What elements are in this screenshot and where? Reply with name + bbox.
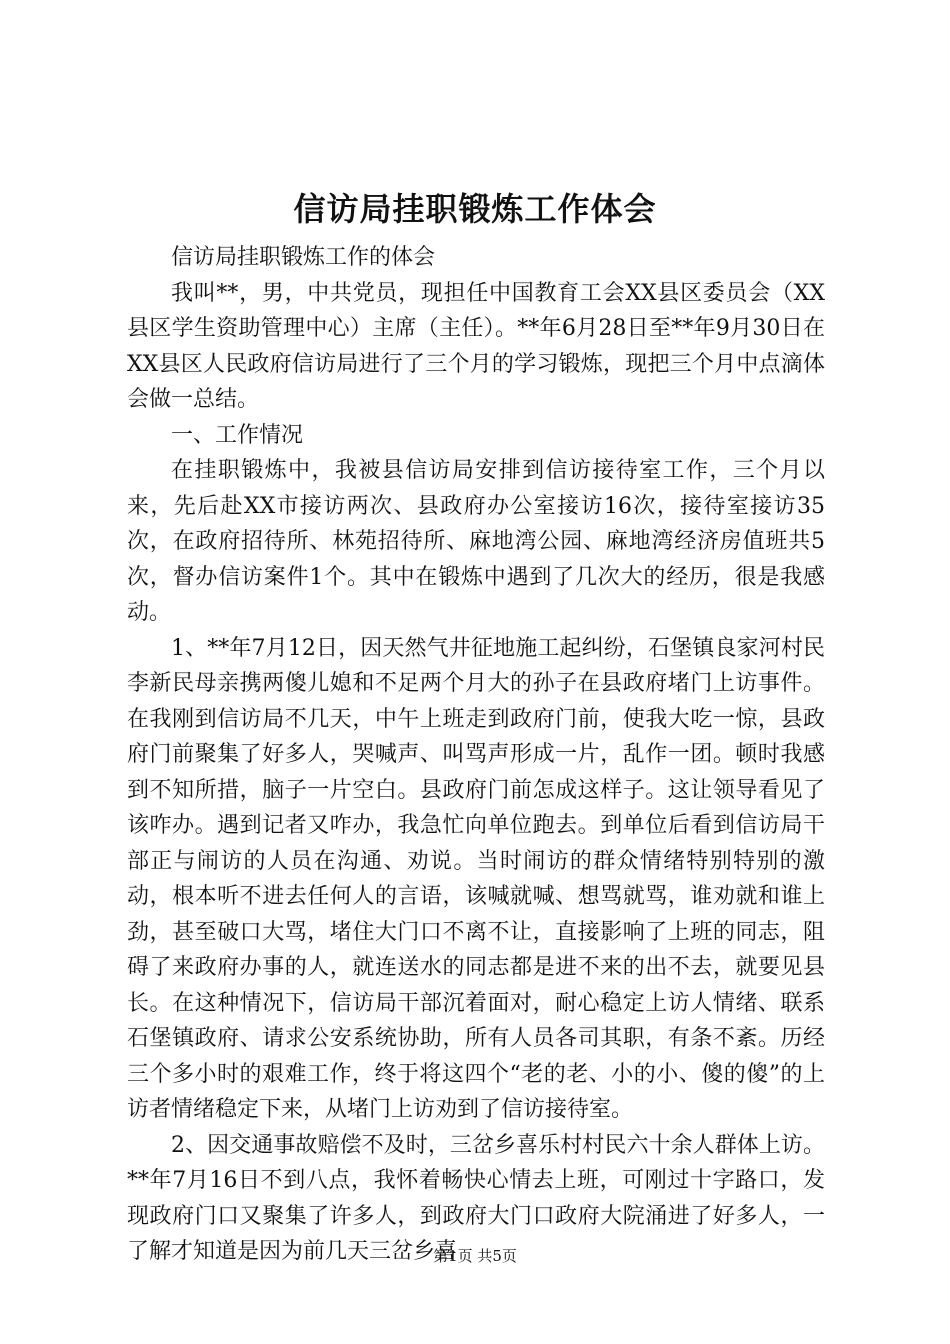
page-footer: 第1页 共5页: [433, 1247, 517, 1265]
paragraph-case-1: 1、**年7月12日，因天然气井征地施工起纠纷，石堡镇良家河村民李新民母亲携两傻儿媳和不足两个月大的孙子在县政府堵门上访事件。在我刚到信访局不几天，中午上班走到政府门前，使我大吃一惊，县政府门前聚集了好多人，哭喊声、叫骂声形成一片，乱作一团。顿时我感到不知所措，脑子一片空白。县政府门前怎成这样子。这让领导看见了该咋办。遇到记者又咋办，我急忙向单位跑去。到单位后看到信访局干部正与闹访的人员在沟通、劝说。当时闹访的群众情绪特别特别的激动，根本听不进去任何人的言语，该喊就喊、想骂就骂，谁劝就和谁上劲，甚至破口大骂，堵住大门口不离不让，直接影响了上班的同志，阻碍了来政府办事的人，就连送水的同志都是进不来的出不去，就要见县长。在这种情况下，信访局干部沉着面对，耐心稳定上访人情绪、联系石堡镇政府、请求公安系统协助，所有人员各司其职，有条不紊。历经三个多小时的艰难工作，终于将这四个“老的老、小的小、傻的傻”的上访者情绪稳定下来，从堵门上访劝到了信访接待室。: [127, 635, 825, 1122]
document-title: 信访局挂职锻炼工作体会: [293, 190, 657, 228]
paragraph-intro: 我叫**，男，中共党员，现担任中国教育工会XX县区委员会（XX县区学生资助管理中心）主席（主任）。**年6月28日至**年9月30日在XX县区人民政府信访局进行了三个月的学习锻炼，现把三个月中点滴体会做一总结。: [127, 280, 826, 412]
paragraph-work-summary: 在挂职锻炼中，我被县信访局安排到信访接待室工作，三个月以来，先后赴XX市接访两次、县政府办公室接访16次，接待室接访35次，在政府招待所、林苑招待所、麻地湾公园、麻地湾经济房值班共5次，督办信访案件1个。其中在锻炼中遇到了几次大的经历，很是我感动。: [127, 458, 825, 625]
paragraph-case-2: 2、因交通事故赔偿不及时，三岔乡喜乐村村民六十余人群体上访。**年7月16日不到八点，我怀着畅快心情去上班，可刚过十字路口，发现政府门口又聚集了许多人，到政府大门口政府大院涌进了好多人，一了解才知道是因为前几天三岔乡喜: [127, 1132, 825, 1264]
document-body: [127, 240, 825, 1270]
section-heading-work-situation: 一、工作情况: [171, 422, 304, 448]
paragraph-subtitle: 信访局挂职锻炼工作的体会: [171, 245, 436, 270]
